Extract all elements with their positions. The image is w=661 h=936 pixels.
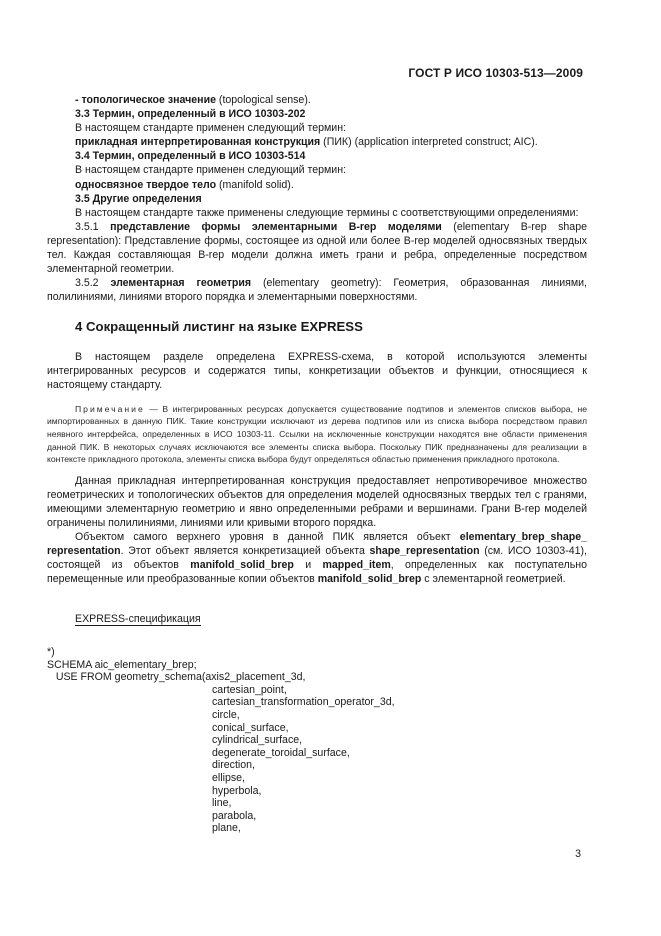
express-code-block (47, 646, 395, 835)
term-name: односвязное твердое тело (75, 178, 217, 191)
section-4-heading: 4 Сокращенный листинг на языке EXPRESS (75, 319, 363, 335)
code-entity-line: conical_surface, (212, 721, 289, 734)
definition-number: 3.5.1 (75, 220, 111, 233)
code-entity-line: direction, (212, 759, 255, 772)
entity-name: manifold_solid_brep (317, 573, 422, 586)
heading-3-3: 3.3 Термин, определенный в ИСО 10303-202 (75, 108, 306, 121)
code-entity-line: cartesian_point, (212, 683, 287, 696)
code-entity-line: ellipse, (212, 771, 245, 784)
text-run: и (293, 559, 323, 572)
term-rest: (ПИК) (application interpreted construct; AIC). (320, 136, 538, 149)
entity-name: shape_representation (369, 545, 480, 558)
term-aic (47, 135, 587, 149)
definition-term: элементарная геометрия (110, 277, 252, 290)
section-4-paragraph-3 (47, 530, 587, 586)
text-run: . Этот объект является конкретизацией объекта (120, 545, 370, 558)
heading-3-5: 3.5 Другие определения (75, 192, 202, 205)
term-name: - топологическое значение (75, 94, 216, 106)
note-label: Примечание (75, 403, 145, 414)
term-english: (topological sense). (215, 94, 311, 106)
term-manifold-solid (47, 178, 587, 192)
code-schema-line: SCHEMA aic_elementary_brep; (47, 658, 197, 671)
code-entity-line: plane, (212, 822, 241, 835)
text-run: с элементарной геометрией. (421, 573, 566, 586)
definition-number: 3.5.2 (75, 277, 111, 290)
code-entity-line: hyperbola, (212, 784, 262, 797)
intro-3-3: В настоящем стандарте применен следующий термин: (75, 122, 347, 135)
express-spec-label-text: EXPRESS-спецификация (75, 612, 201, 625)
heading-3-4: 3.4 Термин, определенный в ИСО 10303-514 (75, 150, 306, 163)
definition-text: (elementary geometry): Геометрия, образованная линиями, полилиниями, линиями второго порядка и элементарными поверхностями. (47, 277, 587, 304)
entity-name: elementary_brep_shape_ representation (47, 531, 587, 558)
code-comment-close: *) (47, 646, 55, 658)
note-paragraph (47, 403, 587, 466)
definition-3-5-2 (47, 276, 587, 304)
code-use-from-line: USE FROM geometry_schema(axis2_placement_3d, (47, 671, 306, 684)
code-entity-line: cylindrical_surface, (212, 734, 303, 747)
definition-text: (elementary B-rep shape representation): Представление формы, состоящее из одной или более B-rep моделей односвязных твердых тел. Каждая составляющая B-rep модели должна иметь грани и ребра, определенные посредством элементарной геометрии. (47, 220, 587, 276)
document-header: ГОСТ Р ИСО 10303-513—2009 (408, 66, 583, 80)
definition-term: представление формы элементарными B-rep моделями (110, 220, 442, 233)
page-number: 3 (575, 848, 581, 860)
code-entity-line: cartesian_transformation_operator_3d, (212, 696, 395, 709)
intro-3-4: В настоящем стандарте применен следующий термин: (75, 164, 347, 177)
entity-name: mapped_item (322, 559, 391, 572)
text-run: , определенных как поступательно перемещенные или преобразованные копии объектов (47, 559, 588, 586)
text-run: (см. ИСО 10303-41), состоящей из объектов (47, 545, 587, 572)
code-entity-line: circle, (212, 708, 240, 721)
section-4-paragraph-1: В настоящем разделе определена EXPRESS-схема, в которой используются элементы интегрированных ресурсов и содержатся типы, конкретизации объектов и функции, относящиеся к настоящему стандарту. (47, 350, 587, 391)
express-spec-label (47, 612, 587, 626)
text-run: Объектом самого верхнего уровня в данной ПИК является объект (75, 531, 460, 544)
code-entity-line: parabola, (212, 809, 257, 822)
note-text: — В интегрированных ресурсах допускается существование подтипов и элементов списков выбора, не импортированных в данную ПИК. Такие конструкции исключают из дерева подтипов или из списка выбора посредством правил неявного интерфейса, определенных в ИСО 10303-11. Ссылки на исключенные конструкции находятся вне области применения данной ПИК. В некоторых случаях исключаются все элементы списка выбора. Поскольку ПИК предназначены для реализации в контексте прикладного протокола, элементы списка выбора будут определяться областью применения прикладного протокола. (47, 403, 587, 465)
page-body (47, 93, 587, 626)
definition-3-5-1 (47, 220, 587, 276)
term-rest: (manifold solid). (216, 178, 294, 191)
entity-name: manifold_solid_brep (190, 559, 294, 572)
code-entity-line: degenerate_toroidal_surface, (212, 746, 350, 759)
intro-3-5: В настоящем стандарте также применены следующие термины с соответствующими определениями: (75, 206, 579, 219)
term-name: прикладная интерпретированная конструкция (75, 136, 321, 149)
code-entity-line: line, (212, 797, 232, 810)
term-topological-sense (47, 93, 587, 107)
section-4-paragraph-2: Данная прикладная интерпретированная конструкция предоставляет непротиворечивое множество геометрических и топологических объектов для определения моделей односвязных твердых тел с гранями, имеющими элементарную геометрию и явно определенными ребрами и вершинами. Грани B-rep моделей ограничены полилиниями, линиями или кривыми второго порядка. (47, 474, 587, 530)
